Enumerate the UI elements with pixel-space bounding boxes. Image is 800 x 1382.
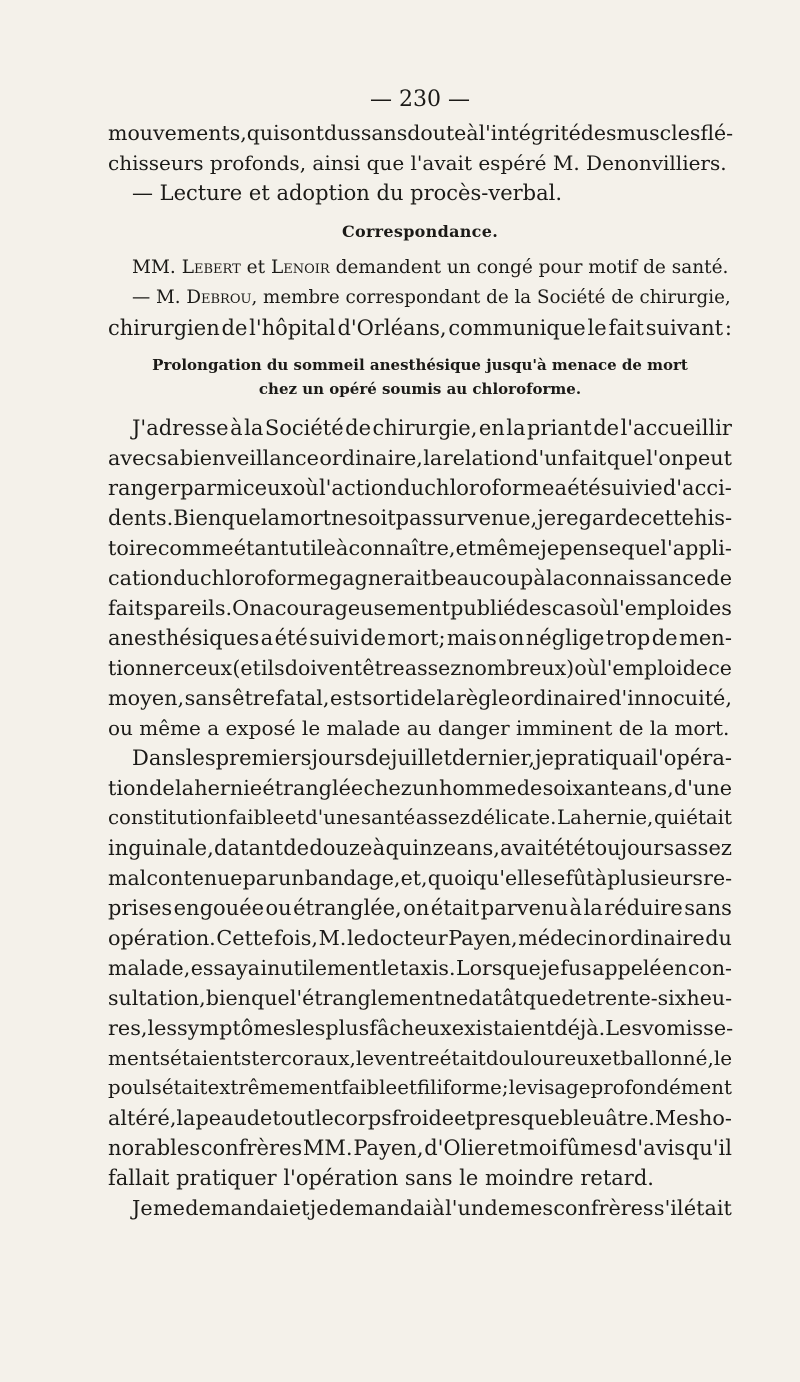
section-title: Correspondance. — [341, 222, 499, 241]
text-line: constitution faible et d'une santé assez délicate. La hernie, qui était — [108, 806, 732, 829]
text-line: chisseurs profonds, ainsi que l'avait espéré M. Denonvilliers. — [108, 151, 727, 175]
document-page — [108, 82, 732, 1223]
text-line: sultation, bien que l'étranglement ne datât que de trente-six heu- — [108, 986, 732, 1010]
text-line: ou même a exposé le malade au danger imminent de la mort. — [108, 716, 730, 740]
text-line: prises engouée ou étranglée, on était parvenu à la réduire sans — [108, 896, 732, 920]
article-heading — [108, 353, 732, 401]
text-line: tionner ceux (et ils doivent être assez nombreux) où l'emploi de ce — [108, 656, 732, 680]
line-prefix: — M. — [132, 287, 181, 308]
line-fragment: et — [246, 257, 266, 278]
text-line: avec sa bienveillance ordinaire, la relation d'un fait que l'on peut — [108, 446, 732, 470]
heading-line: chez un opéré soumis au chloroforme. — [258, 380, 582, 398]
text-line: altéré, la peau de tout le corps froide et presque bleuâtre. Mes ho- — [108, 1106, 732, 1130]
text-line — [108, 283, 732, 313]
text-line: moyen, sans être fatal, est sorti de la règle ordinaire d'innocuité, — [108, 686, 732, 710]
person-name: Lebert — [181, 257, 241, 278]
text-line: ranger parmi ceux où l'action du chloroforme a été suivie d'acci- — [108, 476, 732, 500]
line-fragment: demandent un congé pour motif de santé. — [335, 257, 729, 278]
text-line: inguinale, datant de douze à quinze ans, avait été toujours assez — [108, 836, 732, 860]
page-number: — 230 — — [370, 87, 470, 112]
correspondence-text — [108, 253, 732, 343]
text-line: opération. Cette fois, M. le docteur Payen, médecin ordinaire du — [108, 926, 732, 950]
person-name: Lenoir — [270, 257, 330, 278]
text-line: pouls était extrêmement faible et filiforme; le visage profondément — [108, 1076, 732, 1099]
text-line: — Lecture et adoption du procès-verbal. — [132, 181, 563, 205]
intro-text — [108, 118, 732, 208]
text-line: Je me demandai et je demandai à l'un de mes confrères s'il était — [132, 1196, 732, 1220]
paragraph-2 — [108, 743, 732, 1193]
line-fragment-group — [186, 283, 730, 313]
text-line: toire comme étant utile à connaître, et même je pense que l'appli- — [108, 536, 732, 560]
text-line: mal contenue par un bandage, et, quoiqu'elle se fût à plusieurs re- — [108, 866, 732, 890]
text-line: faits pareils. On a courageusement publié des cas où l'emploi des — [108, 596, 732, 620]
text-line: anesthésiques a été suivi de mort; mais on néglige trop de men- — [108, 626, 732, 650]
text-line: res, les symptômes les plus fâcheux existaient déjà. Les vomisse- — [108, 1016, 734, 1040]
paragraph-3 — [108, 1193, 732, 1223]
heading-line: Prolongation du sommeil anesthésique jusqu'à menace de mort — [152, 356, 688, 374]
line-fragment: , membre correspondant de la Société de chirurgie, — [251, 287, 731, 308]
text-line: chirurgien de l'hôpital d'Orléans, communique le fait suivant : — [108, 316, 732, 340]
text-line — [108, 253, 732, 283]
text-line: cation du chloroforme gagnerait beaucoup à la connaissance de — [108, 566, 732, 590]
text-line: dents. Bien que la mort ne soit pas survenue, je regarde cette his- — [108, 506, 733, 530]
text-line: norables confrères MM. Payen, d'Olier et moi fûmes d'avis qu'il — [108, 1136, 732, 1160]
text-line: Dans les premiers jours de juillet dernier, je pratiquai l'opéra- — [132, 746, 732, 770]
text-line: fallait pratiquer l'opération sans le moindre retard. — [108, 1166, 654, 1190]
paragraph-1 — [108, 413, 732, 743]
text-line: tion de la hernie étranglée chez un homme de soixante ans, d'une — [108, 776, 732, 800]
text-line: mouvements, qui sont dus sans doute à l'intégrité des muscles flé- — [108, 121, 734, 145]
text-line: J'adresse à la Société de chirurgie, en la priant de l'accueillir — [132, 416, 732, 440]
text-line: ments étaient stercoraux, le ventre était douloureux et ballonné, le — [108, 1046, 733, 1070]
text-line: malade, essaya inutilement le taxis. Lorsque je fus appelé en con- — [108, 956, 732, 980]
person-name: Debrou — [186, 287, 252, 308]
line-prefix: MM. — [132, 257, 176, 278]
